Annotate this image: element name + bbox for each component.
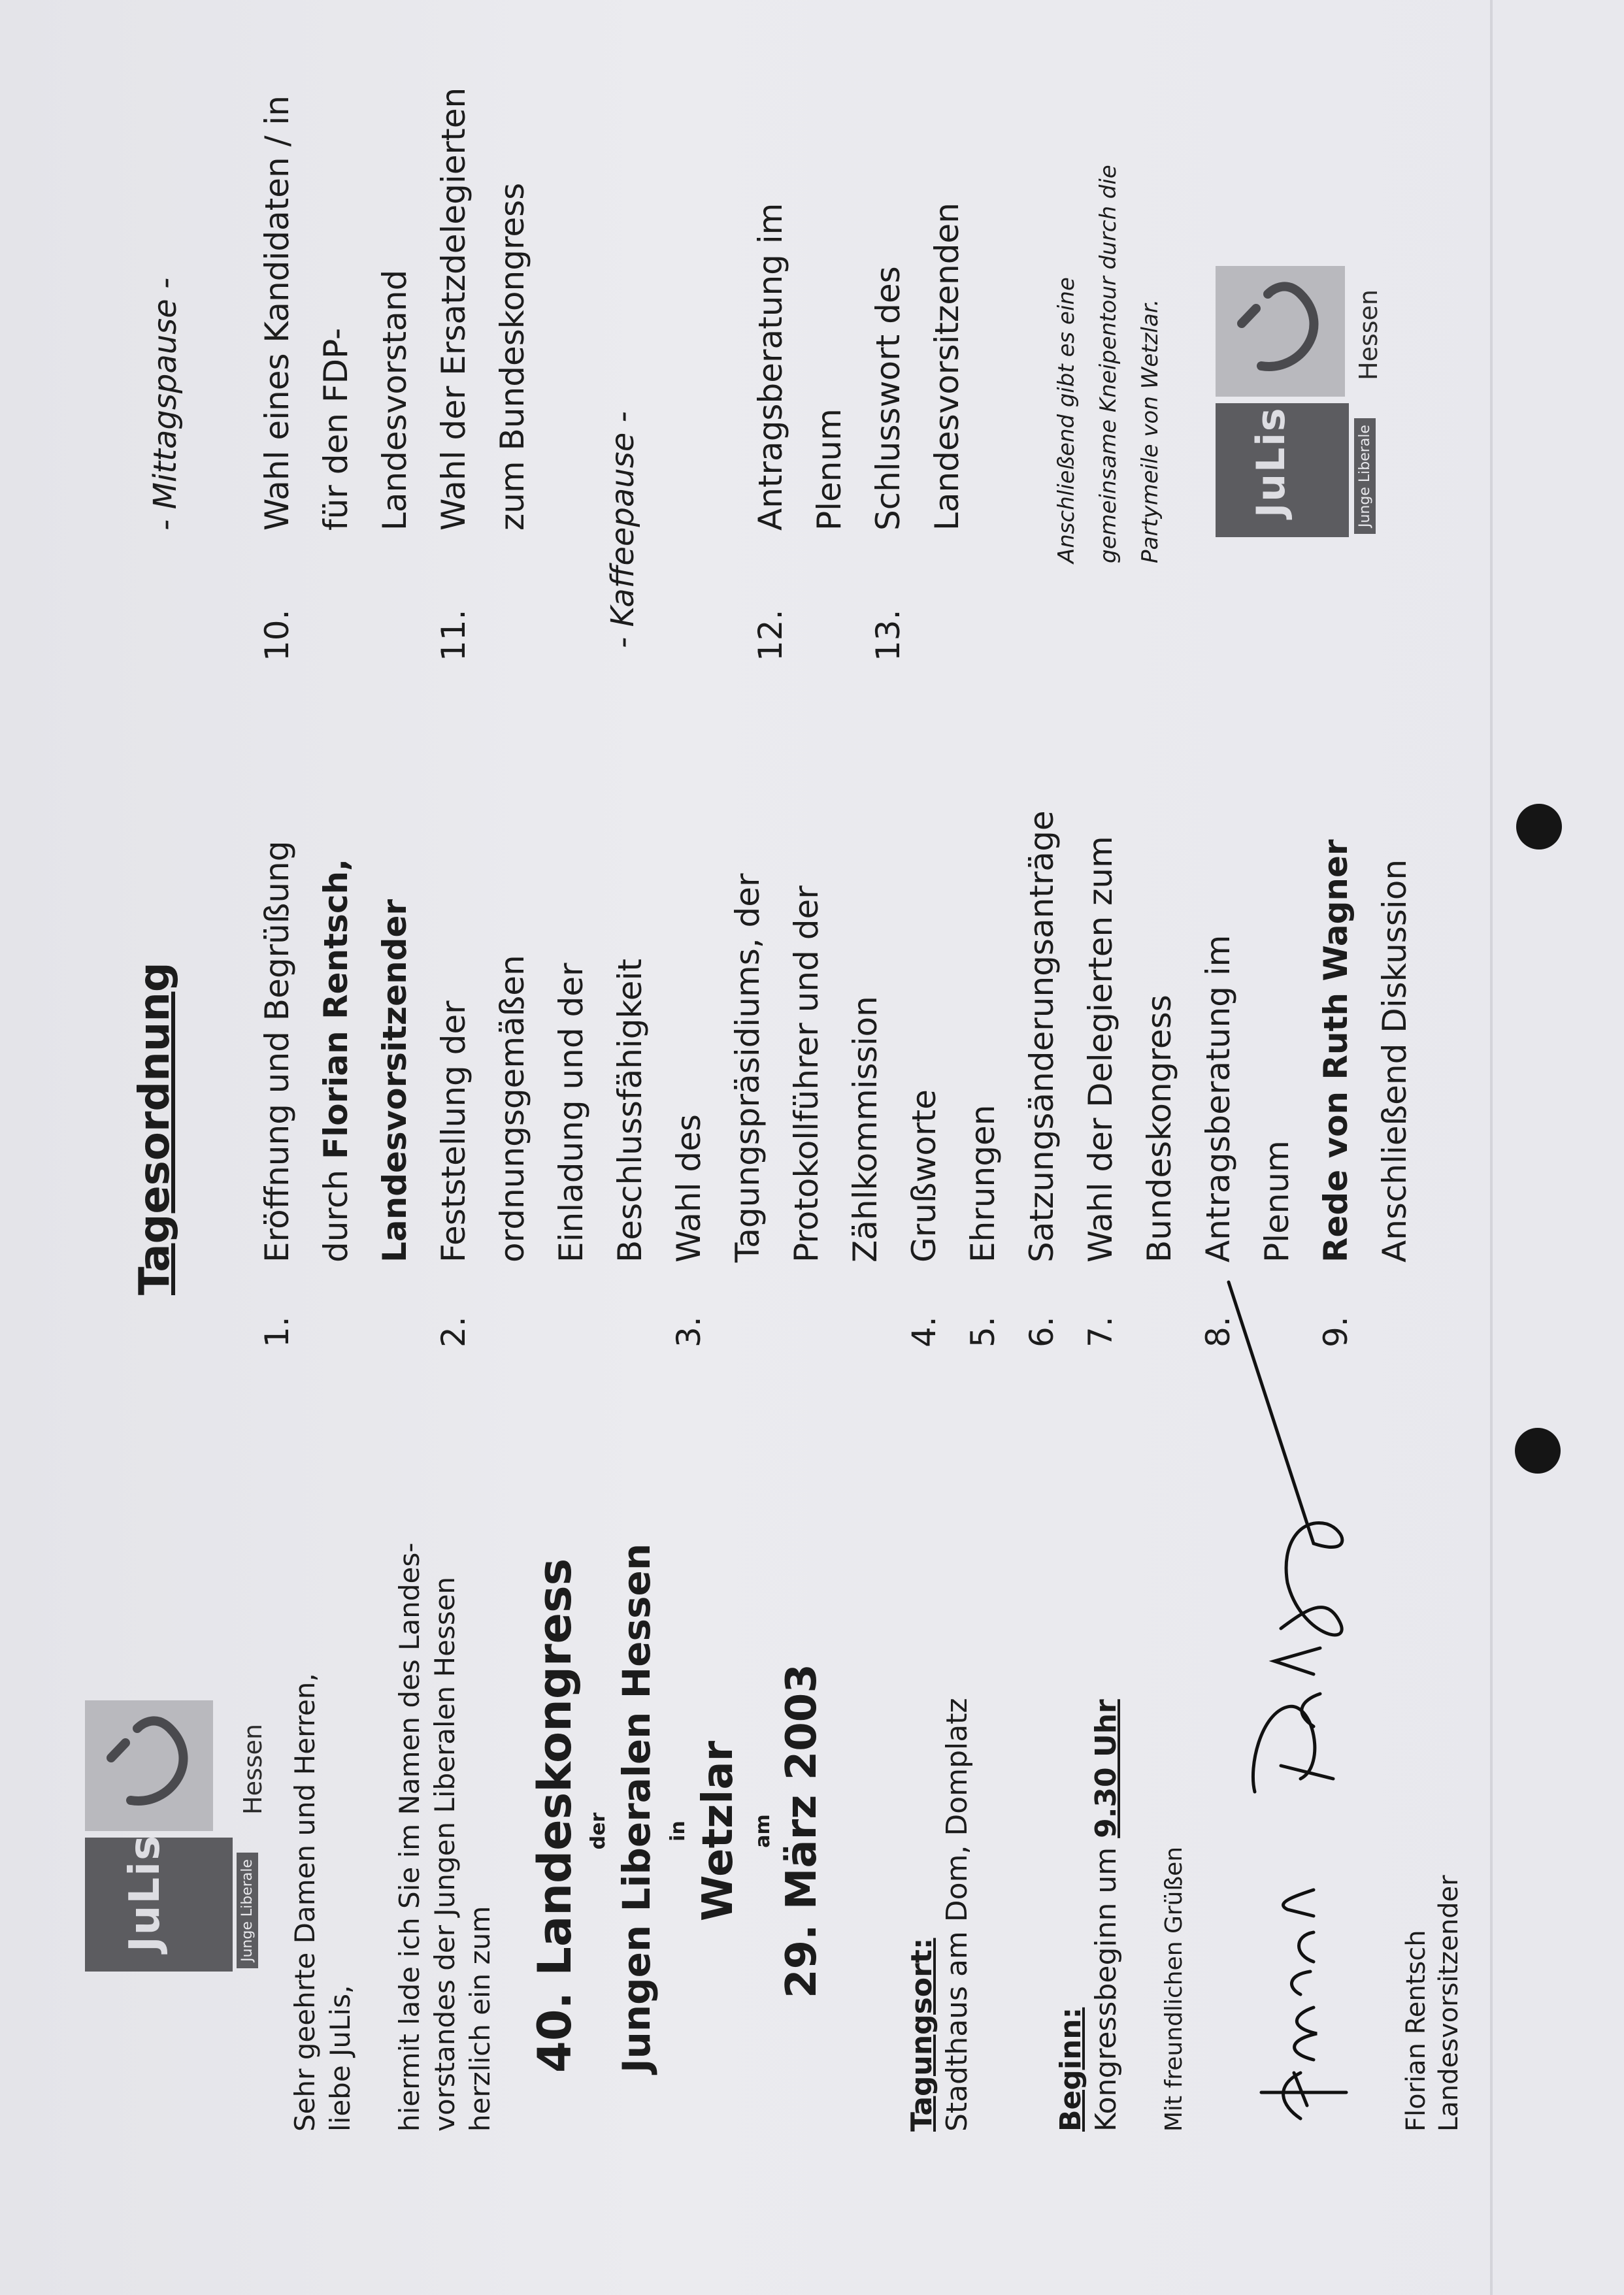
agenda-num-5: 5. bbox=[964, 1316, 1002, 1347]
agenda-item-12-line-1: Antragsberatung im bbox=[752, 203, 789, 531]
agenda-item-1-line-2 bbox=[317, 859, 355, 1263]
logo-agenda-brand: JuLis bbox=[1248, 406, 1294, 518]
event-word-am: am bbox=[752, 1814, 774, 1848]
agenda-num-7: 7. bbox=[1082, 1316, 1119, 1347]
agenda-item-5-line-1: Ehrungen bbox=[964, 1104, 1002, 1263]
start-label: Beginn: bbox=[1054, 2007, 1087, 2132]
intro-line-2: vorstandes der Jungen Liberalen Hessen bbox=[429, 1576, 461, 2132]
agenda-num-11: 11. bbox=[435, 609, 472, 661]
julis-logo-agenda bbox=[1216, 250, 1383, 537]
agenda-num-10: 10. bbox=[258, 609, 296, 661]
agenda-item-1-prefix: durch bbox=[317, 1159, 355, 1263]
agenda-item-6-line-1: Satzungsänderungsanträge bbox=[1023, 810, 1061, 1263]
logo-region: Hessen bbox=[239, 1723, 267, 1815]
agenda-item-9-speaker: Rede von Ruth Wagner bbox=[1317, 839, 1355, 1263]
agenda-item-2-line-2: ordnungsgemäßen bbox=[493, 955, 531, 1263]
agenda-item-1-line-1: Eröffnung und Begrüßung bbox=[258, 840, 296, 1263]
event-title: 40. Landeskongress bbox=[528, 1558, 582, 2073]
venue-text: Stadthaus am Dom, Domplatz bbox=[940, 1698, 974, 2132]
logo-brand: JuLis bbox=[121, 1834, 169, 1952]
start-text: Kongressbeginn um bbox=[1089, 1838, 1123, 2132]
event-word-in: in bbox=[667, 1821, 689, 1841]
logo-agenda-tagline: Junge Liberale bbox=[1354, 418, 1376, 534]
agenda-item-11-line-1: Wahl der Ersatzdelegierten bbox=[435, 87, 472, 531]
agenda-num-3: 3. bbox=[670, 1316, 708, 1347]
lunch-break: - Mittagspause - bbox=[147, 277, 184, 531]
agenda-item-7-line-1: Wahl der Delegierten zum bbox=[1082, 836, 1119, 1263]
agenda-num-4: 4. bbox=[905, 1316, 943, 1347]
agenda-item-2-line-1: Feststellung der bbox=[435, 1000, 472, 1263]
agenda-item-12-line-2: Plenum bbox=[810, 408, 848, 531]
agenda-title: Tagesordnung bbox=[131, 962, 179, 1295]
logo-agenda-swoosh-icon bbox=[1222, 274, 1340, 386]
event-city: Wetzlar bbox=[694, 1740, 742, 1922]
agenda-item-10-line-1: Wahl eines Kandidaten / in bbox=[258, 95, 296, 531]
agenda-item-3-line-2: Tagungspräsidiums, der bbox=[729, 873, 767, 1263]
start-time: 9.30 Uhr bbox=[1089, 1699, 1123, 1838]
agenda-item-9-line-1: Anschließend Diskussion bbox=[1376, 859, 1414, 1263]
logo-agenda-region: Hessen bbox=[1354, 289, 1383, 380]
agenda-num-6: 6. bbox=[1023, 1316, 1061, 1347]
agenda-item-1-speaker: Florian Rentsch, bbox=[317, 858, 355, 1160]
agenda-item-8-line-2: Plenum bbox=[1258, 1140, 1296, 1263]
signer-role: Landesvorsitzender bbox=[1434, 1875, 1464, 2132]
signer-name: Florian Rentsch bbox=[1401, 1930, 1431, 2132]
agenda-num-2: 2. bbox=[435, 1316, 472, 1347]
party-note-line-1: Anschließend gibt es eine bbox=[1053, 277, 1080, 563]
agenda-item-3-line-3: Protokollführer und der bbox=[787, 885, 825, 1263]
event-word-der: der bbox=[587, 1812, 610, 1850]
closing-line: Mit freundlichen Grüßen bbox=[1161, 1846, 1187, 2132]
intro-line-1: hiermit lade ich Sie im Namen des Landes- bbox=[393, 1542, 425, 2132]
agenda-item-3-line-4: Zählkommission bbox=[846, 996, 884, 1263]
agenda-num-13: 13. bbox=[869, 609, 907, 661]
greeting-line-2: liebe JuLis, bbox=[324, 1985, 356, 2132]
logo-tagline: Junge Liberale bbox=[237, 1853, 258, 1968]
agenda-item-11-line-2: zum Bundeskongress bbox=[493, 182, 531, 531]
event-date: 29. März 2003 bbox=[778, 1664, 826, 1998]
agenda-item-2-line-4: Beschlussfähigkeit bbox=[611, 959, 649, 1263]
agenda-item-13-line-2: Landesvorsitzenden bbox=[928, 203, 966, 531]
agenda-item-7-line-2: Bundeskongress bbox=[1140, 995, 1178, 1263]
coffee-break: - Kaffeepause - bbox=[605, 411, 641, 648]
agenda-item-2-line-3: Einladung und der bbox=[552, 963, 590, 1263]
agenda-item-10-line-3: Landesvorstand bbox=[376, 269, 414, 531]
agenda-item-10-line-2: für den FDP- bbox=[317, 327, 355, 531]
agenda-item-13-line-1: Schlusswort des bbox=[869, 266, 907, 531]
event-organisation: Jungen Liberalen Hessen bbox=[614, 1543, 659, 2073]
agenda-num-9: 9. bbox=[1317, 1316, 1355, 1347]
agenda-num-1: 1. bbox=[258, 1316, 296, 1347]
intro-line-3: herzlich ein zum bbox=[464, 1906, 496, 2132]
party-note-line-2: gemeinsame Kneipentour durch die bbox=[1095, 165, 1121, 563]
venue-label: Tagungsort: bbox=[905, 1938, 938, 2132]
agenda-item-1-line-3: Landesvorsitzender bbox=[376, 899, 414, 1263]
greeting-line-1: Sehr geehrte Damen und Herren, bbox=[289, 1673, 321, 2132]
agenda-item-8-line-1: Antragsberatung im bbox=[1199, 934, 1237, 1263]
party-note-line-3: Partymeile von Wetzlar. bbox=[1137, 299, 1163, 563]
agenda-num-8: 8. bbox=[1199, 1316, 1237, 1347]
agenda-item-3-line-1: Wahl des bbox=[670, 1114, 708, 1263]
agenda-item-4-line-1: Grußworte bbox=[905, 1089, 943, 1263]
agenda-num-12: 12. bbox=[752, 609, 789, 661]
